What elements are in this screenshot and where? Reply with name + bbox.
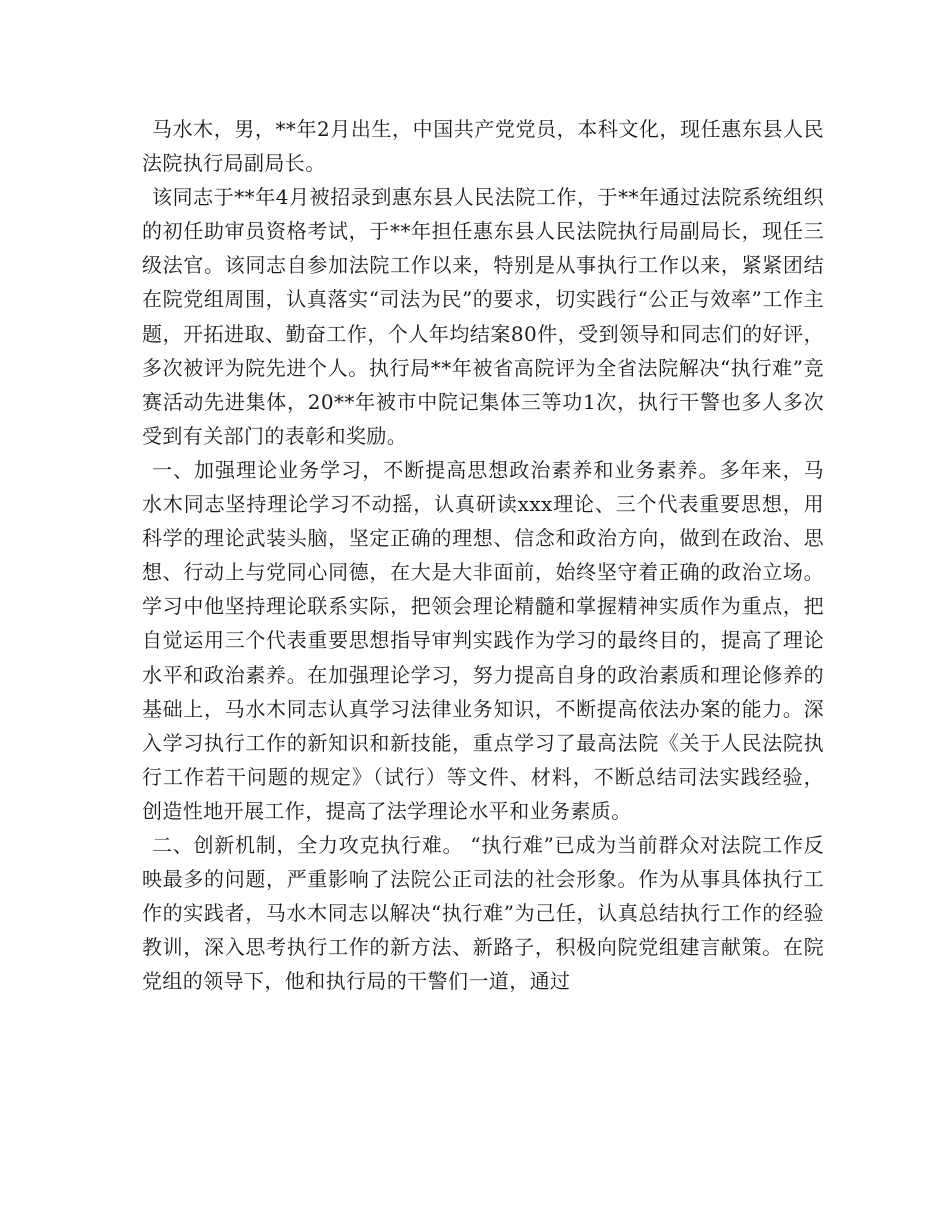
document-body (142, 112, 824, 998)
paragraph-intro: 马水木，男，**年2月出生，中国共产党党员，本科文化，现任惠东县人民法院执行局副局长。 (142, 117, 824, 176)
paragraph-section-1: 一、加强理论业务学习，不断提高思想政治素养和业务素养。多年来，马水木同志坚持理论学习不动摇，认真研读xxx理论、三个代表重要思想，用科学的理论武装头脑，坚定正确的理想、信念和政治方向，做到在政治、思想、行动上与党同心同德，在大是大非面前，始终坚守着正确的政治立场。学习中他坚持理论联系实际，把领会理论精髓和掌握精神实质作为重点，把自觉运用三个代表重要思想指导审判实践作为学习的最终目的，提高了理论水平和政治素养。在加强理论学习，努力提高自身的政治素质和理论修养的基础上，马水木同志认真学习法律业务知识，不断提高依法办案的能力。深入学习执行工作的新知识和新技能，重点学习了最高法院《关于人民法院执行工作若干问题的规定》（试行）等文件、材料，不断总结司法实践经验，创造性地开展工作，提高了法学理论水平和业务素质。 (142, 457, 824, 823)
paragraph-career: 该同志于**年4月被招录到惠东县人民法院工作，于**年通过法院系统组织的初任助审员资格考试，于**年担任惠东县人民法院执行局副局长，现任三级法官。该同志自参加法院工作以来，特别是从事执行工作以来，紧紧团结在院党组周围，认真落实“司法为民”的要求，切实践行“公正与效率”工作主题，开拓进取、勤奋工作，个人年均结案80件，受到领导和同志们的好评，多次被评为院先进个人。执行局**年被省高院评为全省法院解决“执行难”竞赛活动先进集体，20**年被市中院记集体三等功1次，执行干警也多人多次受到有关部门的表彰和奖励。 (142, 185, 824, 448)
paragraph-section-2: 二、创新机制，全力攻克执行难。 “执行难”已成为当前群众对法院工作反映最多的问题，严重影响了法院公正司法的社会形象。作为从事具体执行工作的实践者，马水木同志以解决“执行难”为己任，认真总结执行工作的经验教训，深入思考执行工作的新方法、新路子，积极向院党组建言献策。在院党组的领导下，他和执行局的干警们一道，通过 (142, 832, 824, 994)
